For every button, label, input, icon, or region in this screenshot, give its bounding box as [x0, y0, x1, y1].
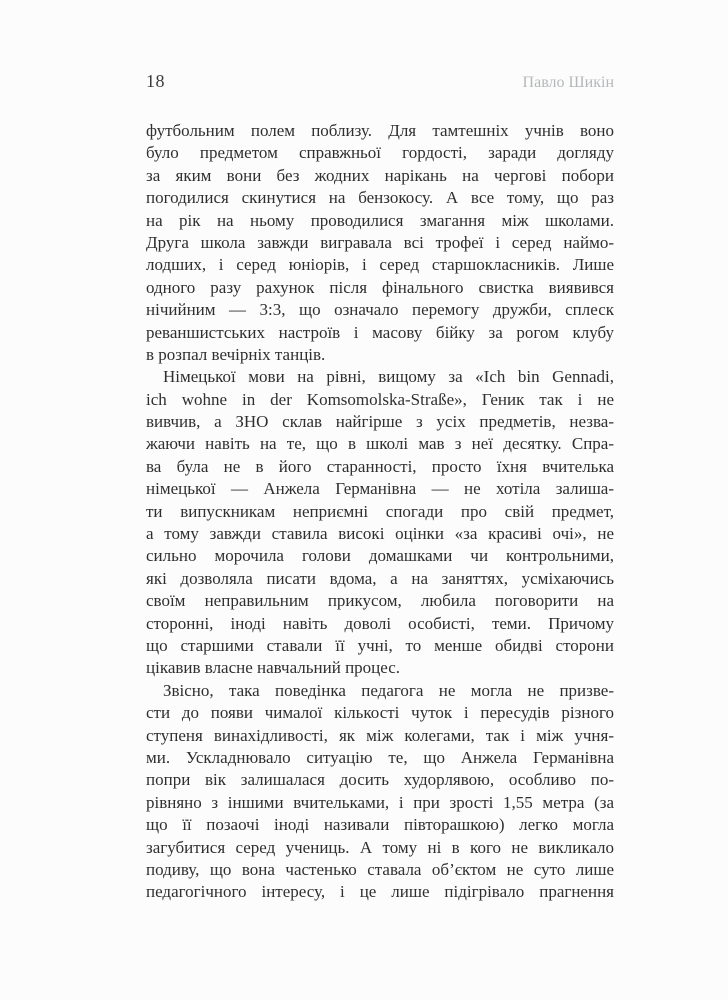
- text-line: реваншистських настроїв і масову бійку за рогом клубу: [146, 322, 614, 342]
- text-line: ступеня винахідливості, як між колегами, так і між учня-: [146, 725, 614, 745]
- text-line: подиву, що вона частенько ставала об’єктом не суто лише: [146, 859, 614, 879]
- text-line: рівняно з іншими вчительками, і при зрості 1,55 метра (за: [146, 792, 614, 812]
- text-line: а тому завжди ставила високі оцінки «за красиві очі», не: [146, 524, 614, 544]
- text-line: одного разу рахунок після фінального свистка виявився: [146, 277, 614, 297]
- text-line: ва була не в його старанності, просто їхня вчителька: [146, 456, 614, 476]
- text-line: німецької — Анжела Германівна — не хотіла залиша-: [146, 479, 614, 499]
- paragraph: [146, 680, 614, 904]
- text-line: погодилися скинутися на бензокосу. А все тому, що раз: [146, 188, 614, 208]
- text-line: сти до появи чималої кількості чуток і пересудів різного: [146, 703, 614, 723]
- text-line: що старшими ставали її учні, то менше обидві сторони: [146, 635, 614, 655]
- running-header-author: Павло Шикін: [522, 74, 614, 91]
- text-line: вивчив, а ЗНО склав найгірше з усіх предметів, незва-: [146, 412, 614, 432]
- text-line: цікавив власне навчальний процес.: [146, 658, 401, 678]
- text-line: ми. Ускладнювало ситуацію те, що Анжела Германівна: [146, 747, 614, 767]
- text-line: загубитися серед учениць. А тому ні в кого не викликало: [146, 837, 614, 857]
- text-line: футбольним полем поблизу. Для тамтешніх учнів воно: [146, 121, 614, 140]
- text-line: педагогічного інтересу, і це лише підігрівало прагнення: [146, 882, 614, 902]
- text-line: які дозволяла писати вдома, а на заняттях, усміхаючись: [146, 568, 614, 588]
- paragraph: [146, 366, 614, 679]
- text-line: сильно морочила голови домашками чи контрольними,: [146, 546, 614, 566]
- text-line: своїм неправильним прикусом, любила поговорити на: [146, 591, 614, 611]
- page-number: 18: [146, 71, 165, 91]
- page-text: [146, 120, 614, 904]
- text-line: сторонні, іноді навіть доволі особисті, теми. Причому: [146, 613, 614, 633]
- text-line: Друга школа завжди вигравала всі трофеї і серед наймо-: [146, 232, 614, 252]
- text-line: жаючи навіть на те, що в школі мав з неї десятку. Спра-: [146, 434, 614, 454]
- text-line: Звісно, така поведінка педагога не могла не призве-: [163, 680, 614, 700]
- text-line: лодших, і серед юніорів, і серед старшокласників. Лише: [146, 255, 614, 275]
- text-line: нічийним — 3:3, що означало перемогу дружби, сплеск: [146, 300, 614, 320]
- text-line: ich wohne in der Komsomolska-Straße», Геник так і не: [146, 389, 614, 409]
- text-line: Німецької мови на рівні, вищому за «Ich bin Gennadi,: [163, 367, 614, 387]
- running-header: [146, 71, 614, 92]
- text-line: було предметом справжньої гордості, заради догляду: [146, 143, 614, 163]
- text-line: що її позаочі іноді називали півторашкою) легко могла: [146, 815, 614, 835]
- text-line: попри вік залишалася досить худорлявою, особливо по-: [146, 770, 614, 790]
- text-line: в розпал вечірніх танців.: [146, 344, 326, 364]
- text-line: ти випускникам неприємні спогади про свій предмет,: [146, 501, 614, 521]
- paragraph: [146, 120, 614, 366]
- text-line: за яким вони без жодних нарікань на чергові побори: [146, 165, 614, 185]
- text-line: на рік на ньому проводилися змагання між школами.: [146, 210, 614, 230]
